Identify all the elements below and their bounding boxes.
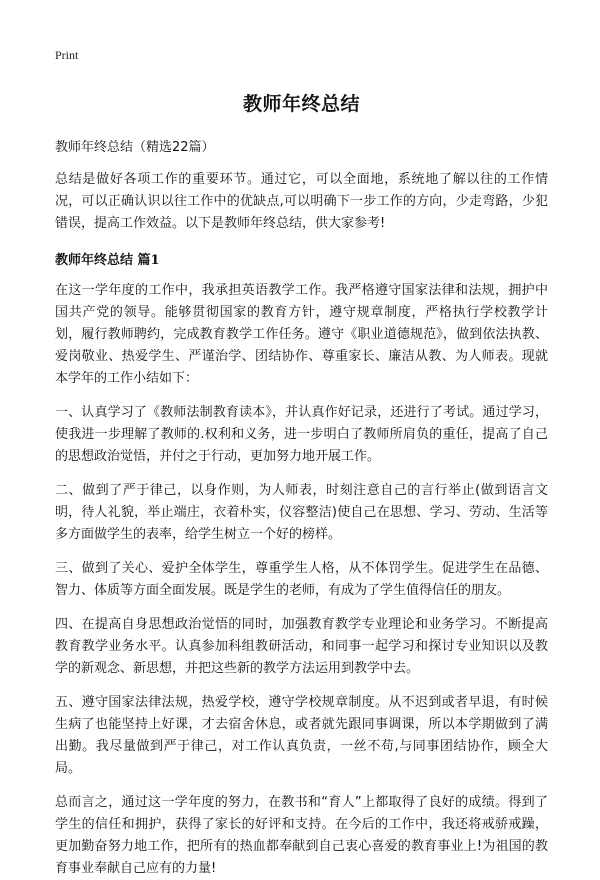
conclusion-paragraph: 总而言之，通过这一学年度的努力，在教书和“育人”上都取得了良好的成绩。得到了学生的信任和拥护，获得了家长的好评和支持。在今后的工作中，我还将戒骄戒躁，更加勤奋努力地工作，把所有的热血都奉献到自己衷心喜爱的教育事业上!为祖国的教育事业奉献自己应有的力量! bbox=[55, 795, 548, 876]
body-paragraph-6: 五、遵守国家法律法规，热爱学校，遵守学校规章制度。从不迟到或者早退，有时候生病了也能坚持上好课，才去宿舍休息，或者就先跟同事调课，所以本学期做到了满出勤。我尽量做到严于律己，对工作认真负责，一丝不苟,与同事团结协作，顾全大局。 bbox=[55, 695, 548, 776]
page-title: 教师年终总结 bbox=[242, 93, 360, 115]
body-paragraph-5: 四、在提高自身思想政治觉悟的同时，加强教育教学专业理论和业务学习。不断提高教育教学业务水平。认真参加科组教研活动，和同事一起学习和探讨专业知识以及教学的新观念、新思想，并把这些新的教学方法运用到教学中去。 bbox=[55, 617, 548, 676]
body-paragraph-2: 一、认真学习了《教师法制教育读本》，并认真作好记录，还进行了考试。通过学习，使我进一步理解了教师的.权利和义务，进一步明白了教师所肩负的重任，提高了自己的思想政治觉悟，并付之于行动，更加努力地开展工作。 bbox=[55, 405, 548, 464]
body-paragraph-4: 三、做到了关心、爱护全体学生，尊重学生人格，从不体罚学生。促进学生在品德、智力、体质等方面全面发展。既是学生的老师，有成为了学生值得信任的朋友。 bbox=[55, 561, 548, 598]
intro-paragraph: 总结是做好各项工作的重要环节。通过它，可以全面地，系统地了解以往的工作情况，可以正确认识以往工作中的优缺点,可以明确下一步工作的方向，少走弯路，少犯错误，提高工作效益。以下是教师年终总结，供大家参考! bbox=[55, 172, 548, 231]
print-link[interactable]: Print bbox=[55, 48, 79, 62]
body-paragraph-3: 二、做到了严于律己，以身作则，为人师表，时刻注意自己的言行举止(做到语言文明，待人礼貌，举止端庄，衣着朴实，仪容整洁)使自己在思想、学习、劳动、生活等多方面做学生的表率，给学生树立一个好的榜样。 bbox=[55, 483, 548, 542]
body-paragraph-1: 在这一学年度的工作中，我承担英语教学工作。我严格遵守国家法律和法规，拥护中国共产党的领导。能够贯彻国家的教育方针，遵守规章制度，严格执行学校教学计划，履行教师聘约，完成教育教学工作任务。遵守《职业道德规范》，做到依法执教、爱岗敬业、热爱学生、严谨治学、团结协作、尊重家长、廉洁从教、为人师表。现就本学年的工作小结如下： bbox=[55, 283, 548, 386]
section-heading: 教师年终总结 篇1 bbox=[55, 253, 160, 268]
document-subtitle: 教师年终总结（精选22篇） bbox=[55, 140, 215, 155]
